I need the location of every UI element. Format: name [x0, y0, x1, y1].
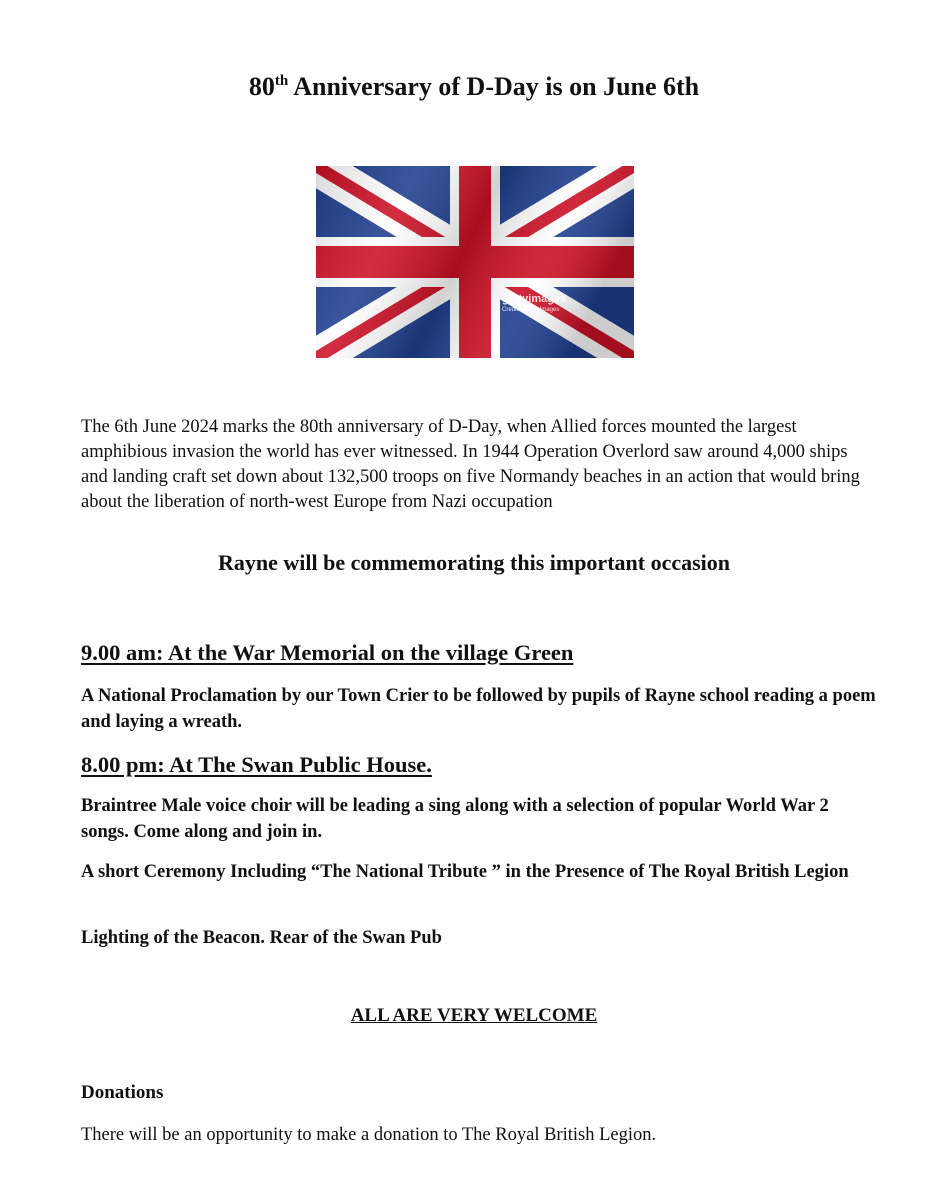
union-jack-flag-icon [316, 166, 634, 358]
watermark-brand: gettyimages [502, 293, 567, 305]
title-ordinal: th [274, 73, 289, 89]
intro-paragraph: The 6th June 2024 marks the 80th anniversary of D-Day, when Allied forces mounted the largest amphibious invasion the world has ever witnessed. In 1944 Operation Overlord saw around 4,000 ships and landing craft set down about 132,500 troops on five Normandy beaches in an action that would bring about the liberation of north-west Europe from Nazi occupation [81, 417, 860, 512]
watermark-credit: Credit: SimpleImages [502, 307, 560, 313]
welcome-banner: ALL ARE VERY WELCOME [350, 1005, 598, 1026]
event-detail-beacon: Lighting of the Beacon. Rear of the Swan Pub [81, 928, 442, 948]
donations-heading: Donations [81, 1082, 164, 1103]
title-number: 80 [248, 72, 275, 101]
event-detail-ceremony: A short Ceremony Including “The National Tribute ” in the Presence of The Royal British Legion [81, 862, 849, 882]
title-text: Anniversary of D-Day is on June 6th [288, 72, 700, 101]
image-watermark [502, 294, 566, 313]
page-title [0, 72, 948, 102]
event-heading-evening: 8.00 pm: At The Swan Public House. [81, 752, 432, 777]
event-detail-proclamation: A National Proclamation by our Town Crier to be followed by pupils of Rayne school reading a poem and laying a wreath. [81, 686, 876, 732]
union-jack-image [316, 166, 634, 358]
event-heading-morning: 9.00 am: At the War Memorial on the village Green [81, 640, 574, 665]
subheading: Rayne will be commemorating this important occasion [217, 550, 731, 575]
donations-text: There will be an opportunity to make a donation to The Royal British Legion. [81, 1125, 657, 1145]
event-detail-choir: Braintree Male voice choir will be leading a sing along with a selection of popular World War 2 songs. Come along and join in. [81, 796, 829, 842]
